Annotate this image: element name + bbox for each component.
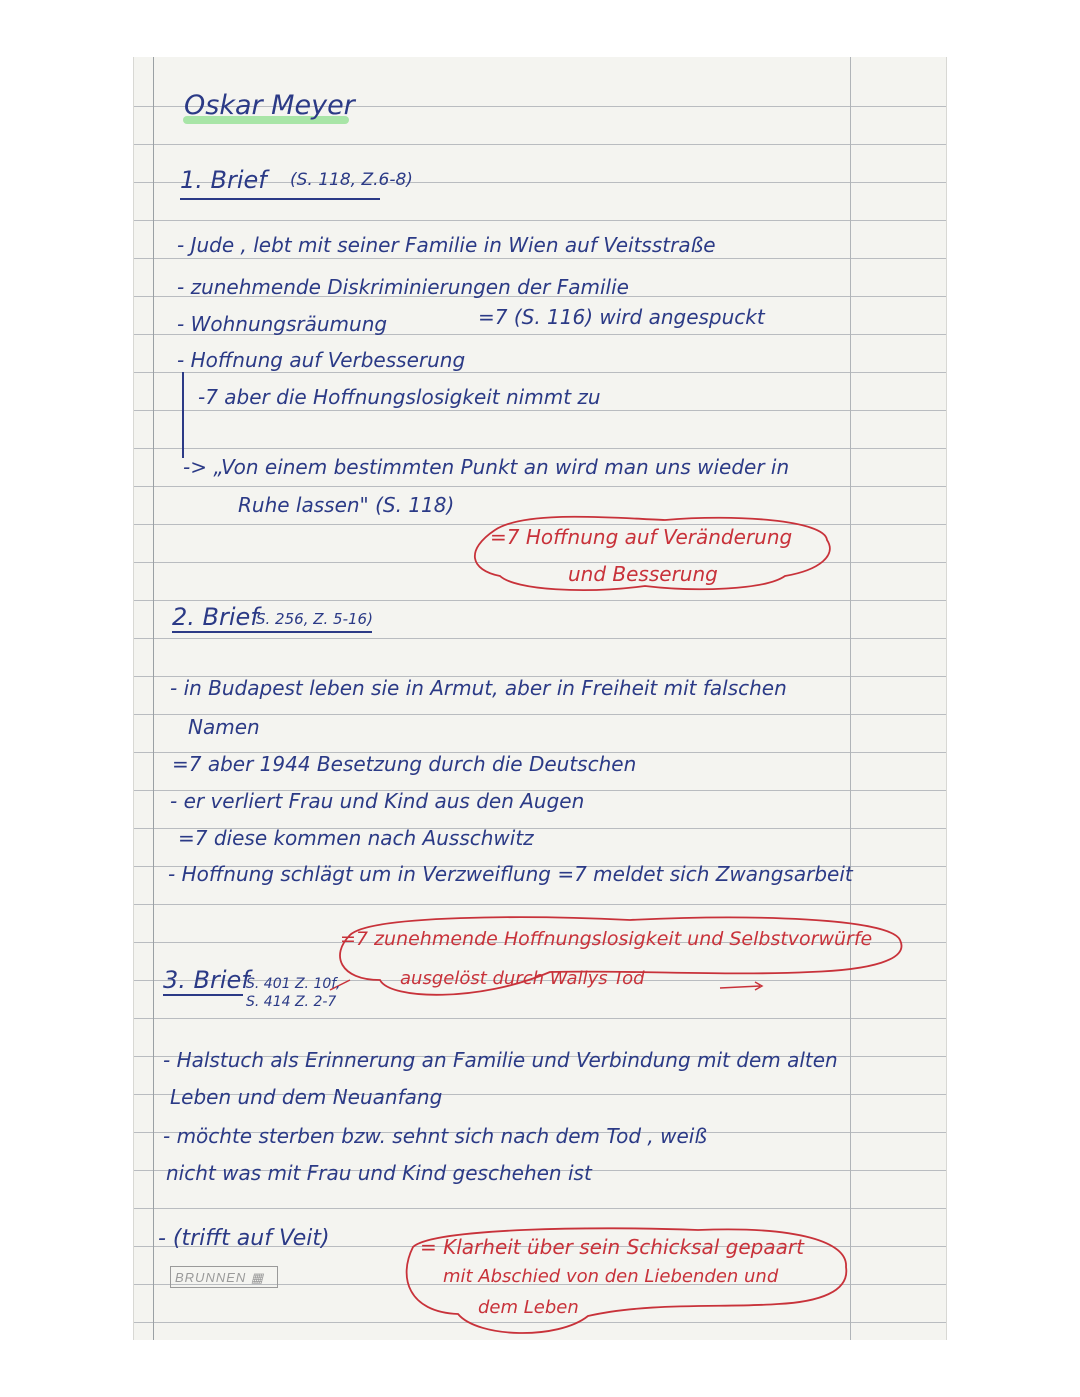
brief1-bracket bbox=[182, 372, 184, 458]
brief2-cloud bbox=[330, 910, 905, 1005]
brief3-cloud-line-1: = Klarheit über sein Schicksal gepaart bbox=[420, 1235, 804, 1259]
brief2-line-3: =7 aber 1944 Besetzung durch die Deutschen bbox=[172, 752, 637, 776]
brief1-heading: 1. Brief bbox=[180, 166, 267, 194]
brief1-quote-1: -> „Von einem bestimmten Punkt an wird man uns wieder in bbox=[183, 455, 790, 479]
right-margin-line bbox=[850, 57, 851, 1340]
brief2-line-2: Namen bbox=[188, 715, 260, 739]
brief1-line-3b: =7 (S. 116) wird angespuckt bbox=[478, 305, 765, 329]
page-title: Oskar Meyer bbox=[184, 90, 355, 121]
brief2-line-6: - Hoffnung schlägt um in Verzweiflung =7 meldet sich Zwangsarbeit bbox=[168, 862, 853, 886]
brief3-cloud-line-2: mit Abschied von den Liebenden und bbox=[443, 1266, 779, 1287]
brief2-cloud-line-2: ausgelöst durch Wallys Tod bbox=[400, 968, 645, 989]
brief1-quote-2: Ruhe lassen" (S. 118) bbox=[238, 493, 455, 517]
brief2-line-5: =7 diese kommen nach Ausschwitz bbox=[178, 826, 534, 850]
brief3-underline bbox=[163, 994, 243, 996]
brief1-cloud-line-2: und Besserung bbox=[568, 562, 718, 586]
brief3-ref-2: S. 414 Z. 2-7 bbox=[246, 994, 337, 1010]
brief2-underline bbox=[172, 631, 372, 633]
brief2-line-4: - er verliert Frau und Kind aus den Augen bbox=[170, 789, 585, 813]
brief3-line-5: - (trifft auf Veit) bbox=[158, 1226, 330, 1251]
brief3-ref-1: S. 401 Z. 10f, bbox=[246, 976, 341, 992]
brief1-ref: (S. 118, Z.6-8) bbox=[290, 170, 413, 190]
brief3-line-1: - Halstuch als Erinnerung an Familie und Verbindung mit dem alten bbox=[163, 1048, 838, 1072]
brief1-line-3: - Wohnungsräumung bbox=[177, 312, 388, 336]
brief1-cloud bbox=[465, 510, 840, 600]
brief1-line-5: -7 aber die Hoffnungslosigkeit nimmt zu bbox=[198, 385, 601, 409]
brief2-line-1: - in Budapest leben sie in Armut, aber in Freiheit mit falschen bbox=[170, 676, 787, 700]
brief1-line-4: - Hoffnung auf Verbesserung bbox=[177, 348, 466, 372]
margin-line bbox=[153, 57, 154, 1340]
brief1-line-1: - Jude , lebt mit seiner Familie in Wien auf Veitsstraße bbox=[177, 233, 716, 257]
brief3-line-4: nicht was mit Frau und Kind geschehen ist bbox=[166, 1161, 592, 1185]
brief2-ref: S. 256, Z. 5-16) bbox=[256, 610, 373, 628]
brief1-cloud-line-1: =7 Hoffnung auf Veränderung bbox=[490, 525, 793, 549]
brunnen-logo: BRUNNEN ▦ bbox=[170, 1266, 278, 1288]
brief1-line-2: - zunehmende Diskriminierungen der Familie bbox=[177, 275, 629, 299]
brief3-line-3: - möchte sterben bzw. sehnt sich nach dem Tod , weiß bbox=[163, 1124, 707, 1148]
brunnen-logo-text: BRUNNEN bbox=[175, 1270, 247, 1285]
brief3-line-2: Leben und dem Neuanfang bbox=[170, 1085, 443, 1109]
brief1-underline bbox=[180, 198, 380, 200]
brief2-heading: 2. Brief bbox=[172, 603, 259, 631]
brief3-cloud-line-3: dem Leben bbox=[478, 1297, 579, 1318]
brief2-cloud-line-1: =7 zunehmende Hoffnungslosigkeit und Selbstvorwürfe bbox=[340, 928, 873, 950]
brief3-heading: 3. Brief bbox=[163, 966, 250, 994]
